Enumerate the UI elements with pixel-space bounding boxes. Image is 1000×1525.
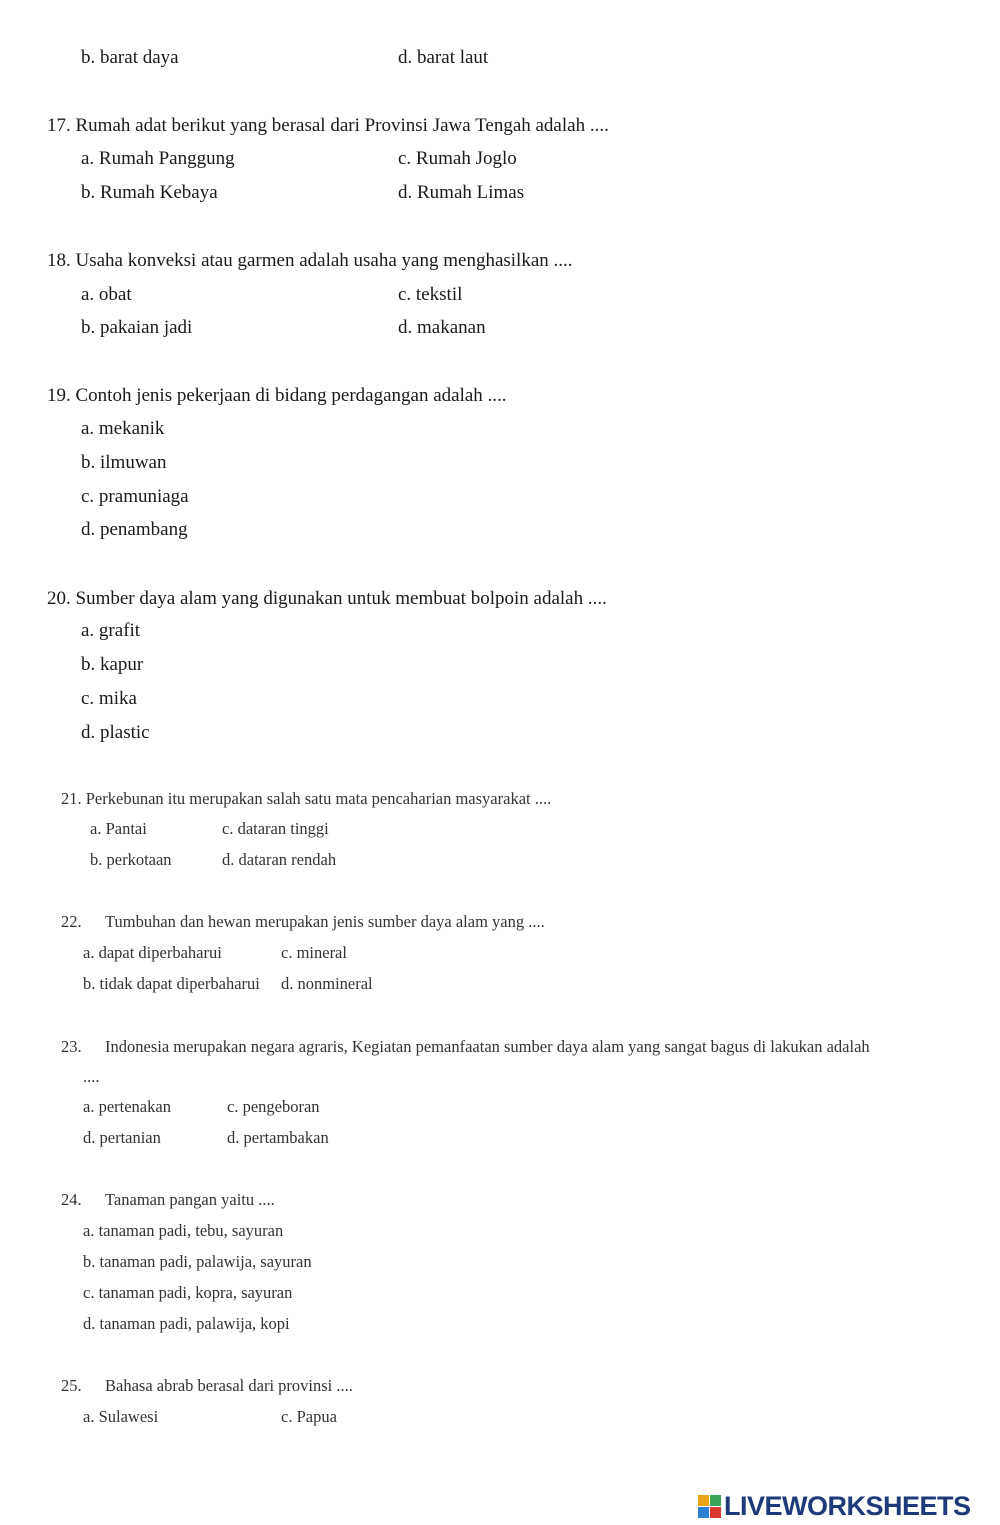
q17-option-a: a. Rumah Panggung [81, 148, 235, 169]
q20-question: 20. Sumber daya alam yang digunakan untuk membuat bolpoin adalah .... [47, 588, 607, 609]
liveworksheets-logo-icon [698, 1495, 721, 1518]
q19-option-a: a. mekanik [81, 418, 165, 439]
q22-option-d: d. nonmineral [281, 974, 373, 993]
q23-option-d-first: d. pertanian [83, 1128, 161, 1147]
q17-question: 17. Rumah adat berikut yang berasal dari Provinsi Jawa Tengah adalah .... [47, 115, 609, 136]
liveworksheets-logo-text: LIVEWORKSHEETS [724, 1490, 971, 1521]
q16-option-d: d. barat laut [398, 47, 489, 68]
q18-option-a: a. obat [81, 284, 132, 305]
logo-square-1 [698, 1495, 709, 1506]
q22-option-b: b. tidak dapat diperbaharui [83, 974, 260, 993]
q17-option-d: d. Rumah Limas [398, 182, 525, 203]
q24-option-b: b. tanaman padi, palawija, sayuran [83, 1252, 312, 1271]
q23-continuation: .... [83, 1067, 100, 1086]
q19-option-b: b. ilmuwan [81, 452, 167, 473]
q20-option-a: a. grafit [81, 620, 141, 641]
q24-question: Tanaman pangan yaitu .... [105, 1190, 275, 1209]
liveworksheets-logo[interactable] [698, 1491, 971, 1521]
q19-option-d: d. penambang [81, 519, 188, 540]
q21-option-b: b. perkotaan [90, 850, 172, 869]
q18-option-c: c. tekstil [398, 284, 463, 305]
q20-option-c: c. mika [81, 688, 137, 709]
q22-question: Tumbuhan dan hewan merupakan jenis sumber daya alam yang .... [105, 912, 545, 931]
q17-option-b: b. Rumah Kebaya [81, 182, 218, 203]
q25-question: Bahasa abrab berasal dari provinsi .... [105, 1376, 353, 1395]
q23-option-c: c. pengeboran [227, 1097, 320, 1116]
q22-option-c: c. mineral [281, 943, 347, 962]
q18-option-b: b. pakaian jadi [81, 317, 193, 338]
q24-option-c: c. tanaman padi, kopra, sayuran [83, 1283, 293, 1302]
q18-question: 18. Usaha konveksi atau garmen adalah usaha yang menghasilkan .... [47, 250, 573, 271]
q20-option-d: d. plastic [81, 722, 150, 743]
q16-option-b: b. barat daya [81, 47, 179, 68]
q21-option-d: d. dataran rendah [222, 850, 337, 869]
q21-question: 21. Perkebunan itu merupakan salah satu mata pencaharian masyarakat .... [61, 789, 552, 808]
q22-number: 22. [61, 912, 82, 931]
q18-option-d: d. makanan [398, 317, 486, 338]
logo-square-4 [710, 1507, 721, 1518]
q21-option-a: a. Pantai [90, 819, 147, 838]
q20-option-b: b. kapur [81, 654, 144, 675]
q23-number: 23. [61, 1037, 82, 1056]
q23-question: Indonesia merupakan negara agraris, Kegiatan pemanfaatan sumber daya alam yang sangat bagus di lakukan adalah [105, 1037, 870, 1056]
q25-option-c: c. Papua [281, 1407, 337, 1426]
q21-option-c: c. dataran tinggi [222, 819, 329, 838]
q17-option-c: c. Rumah Joglo [398, 148, 517, 169]
q24-option-a: a. tanaman padi, tebu, sayuran [83, 1221, 284, 1240]
q19-question: 19. Contoh jenis pekerjaan di bidang perdagangan adalah .... [47, 385, 507, 406]
q23-option-d-second: d. pertambakan [227, 1128, 329, 1147]
q24-option-d: d. tanaman padi, palawija, kopi [83, 1314, 290, 1333]
q22-option-a: a. dapat diperbaharui [83, 943, 222, 962]
q25-option-a: a. Sulawesi [83, 1407, 159, 1426]
logo-square-2 [710, 1495, 721, 1506]
q19-option-c: c. pramuniaga [81, 486, 189, 507]
q23-option-a: a. pertenakan [83, 1097, 171, 1116]
q24-number: 24. [61, 1190, 82, 1209]
q25-number: 25. [61, 1376, 82, 1395]
logo-square-3 [698, 1507, 709, 1518]
